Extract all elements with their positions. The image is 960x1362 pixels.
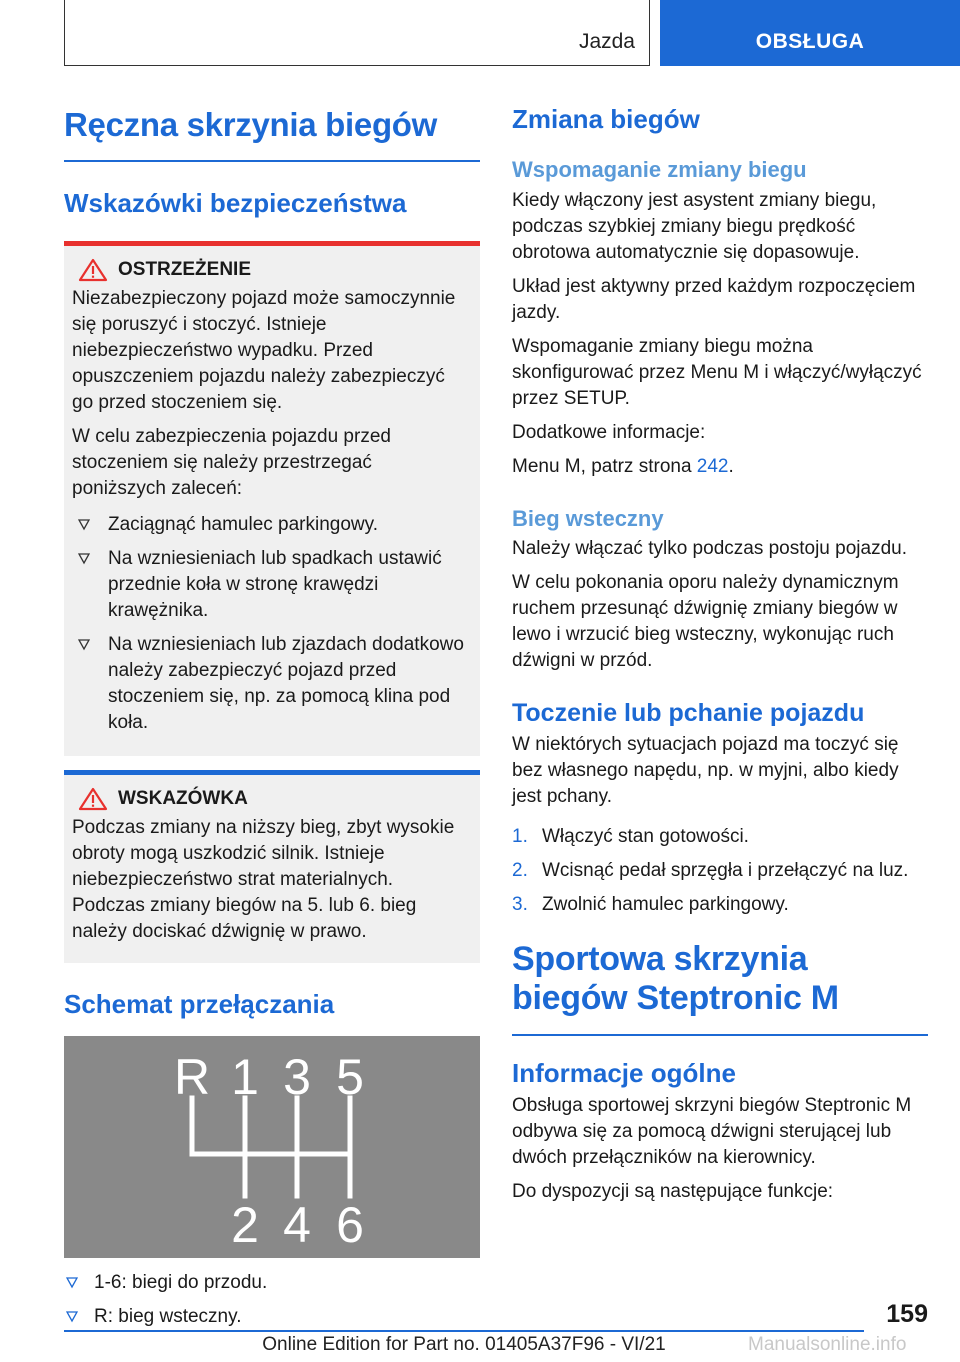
step-number: 1. [512,825,528,847]
bullet-triangle-icon [66,1277,78,1289]
list-item [512,892,928,918]
warning-triangle-icon [78,258,108,282]
notice-title [72,787,470,811]
step-number: 2. [512,859,528,881]
list-item-text: Zaciągnąć hamulec parkingowy. [108,514,379,536]
gear-label-5: 5 [336,1049,364,1106]
schema-list [64,1270,480,1330]
reverse-heading: Bieg wsteczny [512,505,664,531]
watermark: Manualsonline.info [748,1334,907,1355]
step-text: Włączyć stan gotowości. [542,825,749,847]
notice-label: WSKAZÓWKA [118,788,248,810]
rolling-paragraph: W niektórych sytuacjach pojazd ma toczyć się bez własnego napędu, np. w myjni, albo kiedy jest pchany. [512,733,899,807]
gear-label-6: 6 [336,1197,364,1254]
shift-pattern-svg [64,1036,480,1258]
gear-label-1: 1 [231,1049,259,1106]
gear-label-r: R [173,1049,211,1106]
general-heading: Informacje ogólne [512,1058,736,1089]
header-section-box [64,0,650,66]
warning-paragraph-2: W celu zabezpieczenia pojazdu przed stoczeniem się należy przestrzegać poniższych zaleceń: [72,426,391,500]
warning-box [64,241,480,756]
warning-label: OSTRZEŻENIE [118,259,252,281]
list-item [72,512,470,538]
list-item [72,546,470,624]
general-paragraph-1: Obsługa sportowej skrzyni biegów Steptronic M odbywa się za pomocą dźwigni sterującej lub dwóch przełączników na kierownicy. [512,1095,912,1169]
list-item [64,1270,480,1296]
rolling-heading: Toczenie lub pchanie pojazdu [512,698,865,727]
sport-title: Sportowa skrzynia biegów Steptronic M [512,939,839,1018]
general-paragraph-2: Do dyspozycji są następujące funkcje: [512,1181,834,1203]
assist-heading: Wspomaganie zmiany biegu [512,157,807,183]
assist-paragraph-1: Kiedy włączony jest asystent zmiany biegu, podczas szybkiej zmiany biegu prędkość obrotowa automatycznie się dopasowuje. [512,189,877,263]
gear-label-4: 4 [283,1197,311,1254]
bullet-triangle-icon [78,553,90,565]
assist-paragraph-4: Dodatkowe informacje: [512,421,706,443]
warning-title [72,258,470,282]
safety-heading: Wskazówki bezpieczeństwa [64,187,407,218]
assist-paragraph-2: Układ jest aktywny przed każdym rozpoczęciem jazdy. [512,275,916,323]
step-text: Zwolnić hamulec parkingowy. [542,893,789,915]
right-column [512,100,928,1205]
left-column [64,100,480,1338]
shift-heading: Zmiana biegów [512,104,700,134]
rolling-steps [512,824,928,918]
title-rule [64,160,480,162]
bullet-triangle-icon [78,639,90,651]
step-number: 3. [512,893,528,915]
sport-title-rule [512,1034,928,1036]
footer-rule [64,1330,864,1332]
page-link-242[interactable]: 242 [696,455,729,477]
list-item [512,824,928,850]
header-section-label: Jazda [578,30,635,53]
list-item-text: Na wzniesieniach lub spadkach ustawić przednie koła w stronę krawędzi krawężnika. [108,548,442,622]
list-item-text: R: bieg wsteczny. [94,1306,242,1328]
notice-box [64,770,480,963]
list-item [512,858,928,884]
footer-edition: Online Edition for Part no. 01405A37F96 - VI/21 [262,1334,666,1355]
bullet-triangle-icon [78,519,90,531]
reverse-paragraph-1: Należy włączać tylko podczas postoju pojazdu. [512,537,907,559]
header-tab-label: OBSŁUGA [755,30,865,53]
list-item-text: 1-6: biegi do przodu. [94,1272,268,1294]
assist-reference-end: . [728,455,734,477]
schema-heading: Schemat przełączania [64,989,335,1020]
assist-paragraph-5 [512,454,928,480]
bullet-triangle-icon [66,1311,78,1323]
step-text: Wcisnąć pedał sprzęgła i przełączyć na luz. [542,859,909,881]
notice-triangle-icon [78,787,108,811]
shift-pattern-diagram [64,1036,480,1258]
gear-label-3: 3 [283,1049,311,1106]
page-title: Ręczna skrzynia biegów [64,106,438,143]
assist-reference-text: Menu M, patrz strona [512,455,697,477]
notice-text: Podczas zmiany na niższy bieg, zbyt wysokie obroty mogą uszkodzić silnik. Istnieje niebezpieczeństwo strat materialnych. Podczas zmiany biegów na 5. lub 6. bieg należy dociskać dźwignię w prawo. [72,817,455,943]
warning-list [72,512,470,736]
list-item [64,1304,480,1330]
reverse-paragraph-2: W celu pokonania oporu należy dynamicznym ruchem przesunąć dźwignię zmiany biegów w lewo i wrzucić bieg wsteczny, wykonując ruch dźwigni w przód. [512,571,899,671]
list-item-text: Na wzniesieniach lub zjazdach dodatkowo należy zabezpieczyć pojazd przed stoczeniem się, np. za pomocą klina pod koła. [108,634,464,734]
gear-label-2: 2 [231,1197,259,1254]
header-tab[interactable] [660,0,960,66]
list-item [72,632,470,736]
page-number: 159 [886,1300,928,1328]
assist-paragraph-3: Wspomaganie zmiany biegu można skonfigurować przez Menu M i włączyć/wyłączyć przez SETUP. [512,335,922,409]
warning-paragraph-1: Niezabezpieczony pojazd może samoczynnie się poruszyć i stoczyć. Istnieje niebezpieczeństwo wypadku. Przed opuszczeniem pojazdu należy zabezpieczyć go przed stoczeniem się. [72,288,456,414]
